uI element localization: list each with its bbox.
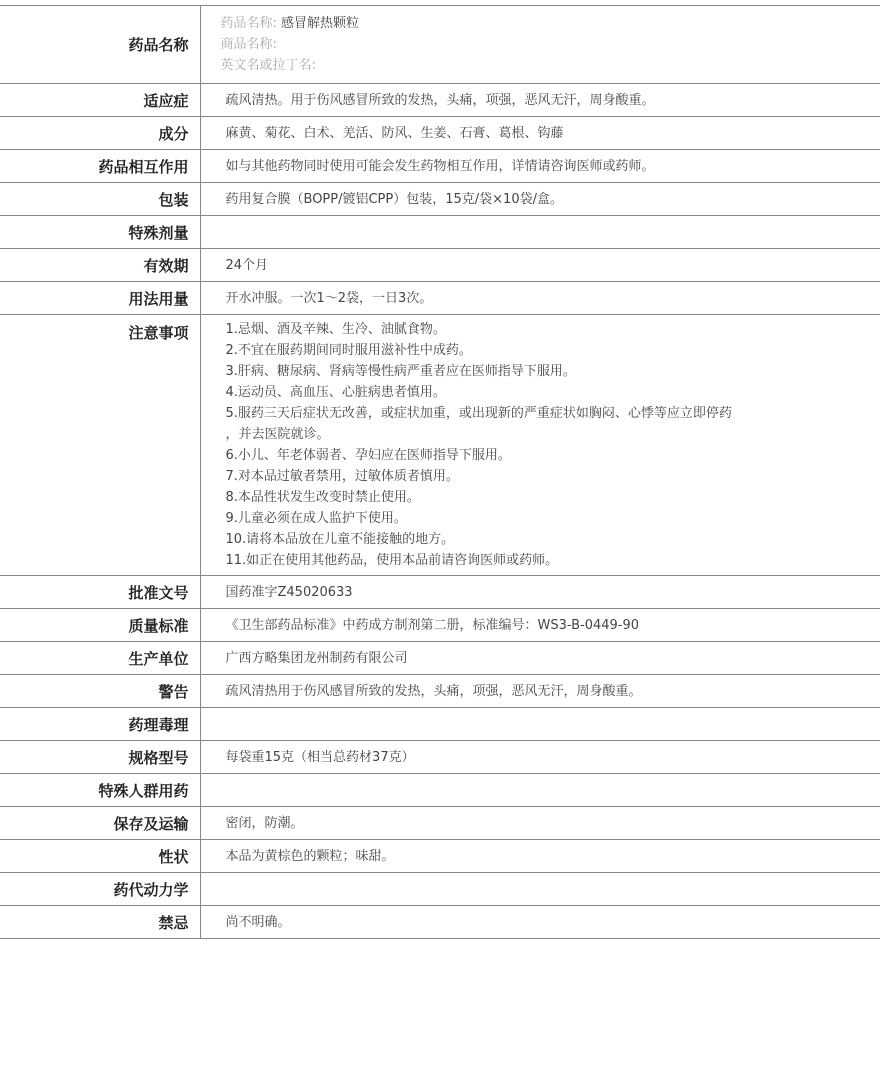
row-package <box>0 183 880 216</box>
row-indication <box>0 84 880 117</box>
notes-list <box>226 319 880 571</box>
note-line: 6.小儿、年老体弱者、孕妇应在医师指导下服用。 <box>225 448 511 463</box>
field-value: 开水冲服。一次1～2袋，一日3次。 <box>200 282 880 315</box>
field-label: 特殊剂量 <box>0 216 200 249</box>
generic-name-value: 感冒解热颗粒 <box>281 16 360 31</box>
field-value: 24个月 <box>200 249 880 282</box>
field-label: 成分 <box>0 117 200 150</box>
latin-name-line <box>221 55 880 76</box>
field-value: 每袋重15克（相当总药材37克） <box>200 741 880 774</box>
field-value: 疏风清热。用于伤风感冒所致的发热，头痛，项强，恶风无汗，周身酸重。 <box>200 84 880 117</box>
row-character <box>0 840 880 873</box>
row-special-dosage <box>0 216 880 249</box>
row-ingredients <box>0 117 880 150</box>
row-interaction <box>0 150 880 183</box>
field-label: 有效期 <box>0 249 200 282</box>
note-line: 8.本品性状发生改变时禁止使用。 <box>225 490 420 505</box>
note-line: ，并去医院就诊。 <box>225 427 330 442</box>
note-line: 3.肝病、糖尿病、肾病等慢性病严重者应在医师指导下服用。 <box>225 364 576 379</box>
field-value: 《卫生部药品标准》中药成方制剂第二册，标准编号：WS3-B-0449-90 <box>200 609 880 642</box>
row-approval <box>0 576 880 609</box>
note-line: 2.不宜在服药期间同时服用滋补性中成药。 <box>225 343 472 358</box>
note-line: 9.儿童必须在成人监护下使用。 <box>225 511 407 526</box>
note-line: 1.忌烟、酒及辛辣、生冷、油腻食物。 <box>225 322 446 337</box>
row-validity <box>0 249 880 282</box>
field-value: 药用复合膜（BOPP/镀铝CPP）包装，15克/袋×10袋/盒。 <box>200 183 880 216</box>
field-label: 性状 <box>0 840 200 873</box>
field-value: 麻黄、菊花、白术、羌活、防风、生姜、石膏、葛根、钩藤 <box>200 117 880 150</box>
field-value <box>200 873 880 906</box>
row-warning <box>0 675 880 708</box>
note-line: 7.对本品过敏者禁用，过敏体质者慎用。 <box>225 469 459 484</box>
field-value: 本品为黄棕色的颗粒；味甜。 <box>200 840 880 873</box>
field-value: 如与其他药物同时使用可能会发生药物相互作用，详情请咨询医师或药师。 <box>200 150 880 183</box>
field-label: 保存及运输 <box>0 807 200 840</box>
row-notes <box>0 315 880 576</box>
field-value <box>200 708 880 741</box>
field-label: 质量标准 <box>0 609 200 642</box>
field-value: 密闭，防潮。 <box>200 807 880 840</box>
trade-name-line <box>221 34 880 55</box>
row-usage <box>0 282 880 315</box>
note-line: 5.服药三天后症状无改善，或症状加重，或出现新的严重症状如胸闷、心悸等应立即停药 <box>225 406 732 421</box>
field-label: 特殊人群用药 <box>0 774 200 807</box>
latin-name-key: 英文名或拉丁名: <box>220 58 316 73</box>
field-value: 国药准字Z45020633 <box>200 576 880 609</box>
row-pharmacokinetics <box>0 873 880 906</box>
field-label: 警告 <box>0 675 200 708</box>
note-line: 10.请将本品放在儿童不能接触的地方。 <box>225 532 455 547</box>
row-storage <box>0 807 880 840</box>
name-fields <box>211 13 880 76</box>
field-label: 批准文号 <box>0 576 200 609</box>
row-spec <box>0 741 880 774</box>
row-pharmacology <box>0 708 880 741</box>
field-value: 广西方略集团龙州制药有限公司 <box>200 642 880 675</box>
row-special-groups <box>0 774 880 807</box>
note-line: 4.运动员、高血压、心脏病患者慎用。 <box>225 385 446 400</box>
field-value <box>200 774 880 807</box>
field-label: 注意事项 <box>0 315 200 576</box>
row-standard <box>0 609 880 642</box>
field-label: 规格型号 <box>0 741 200 774</box>
drug-info-table <box>0 5 880 939</box>
field-label: 药品相互作用 <box>0 150 200 183</box>
field-value: 尚不明确。 <box>200 906 880 939</box>
row-manufacturer <box>0 642 880 675</box>
generic-name-key: 药品名称: <box>220 16 277 31</box>
generic-name-line <box>221 13 880 34</box>
row-contraindication <box>0 906 880 939</box>
field-value: 疏风清热用于伤风感冒所致的发热，头痛，项强，恶风无汗，周身酸重。 <box>200 675 880 708</box>
field-label: 药代动力学 <box>0 873 200 906</box>
note-line: 11.如正在使用其他药品，使用本品前请咨询医师或药师。 <box>225 553 559 568</box>
field-value <box>200 216 880 249</box>
trade-name-key: 商品名称: <box>220 37 277 52</box>
field-label: 包装 <box>0 183 200 216</box>
field-label: 药理毒理 <box>0 708 200 741</box>
row-drug-name <box>0 6 880 84</box>
field-label: 适应症 <box>0 84 200 117</box>
field-label: 用法用量 <box>0 282 200 315</box>
field-label: 生产单位 <box>0 642 200 675</box>
field-label: 禁忌 <box>0 906 200 939</box>
field-label: 药品名称 <box>0 6 200 84</box>
